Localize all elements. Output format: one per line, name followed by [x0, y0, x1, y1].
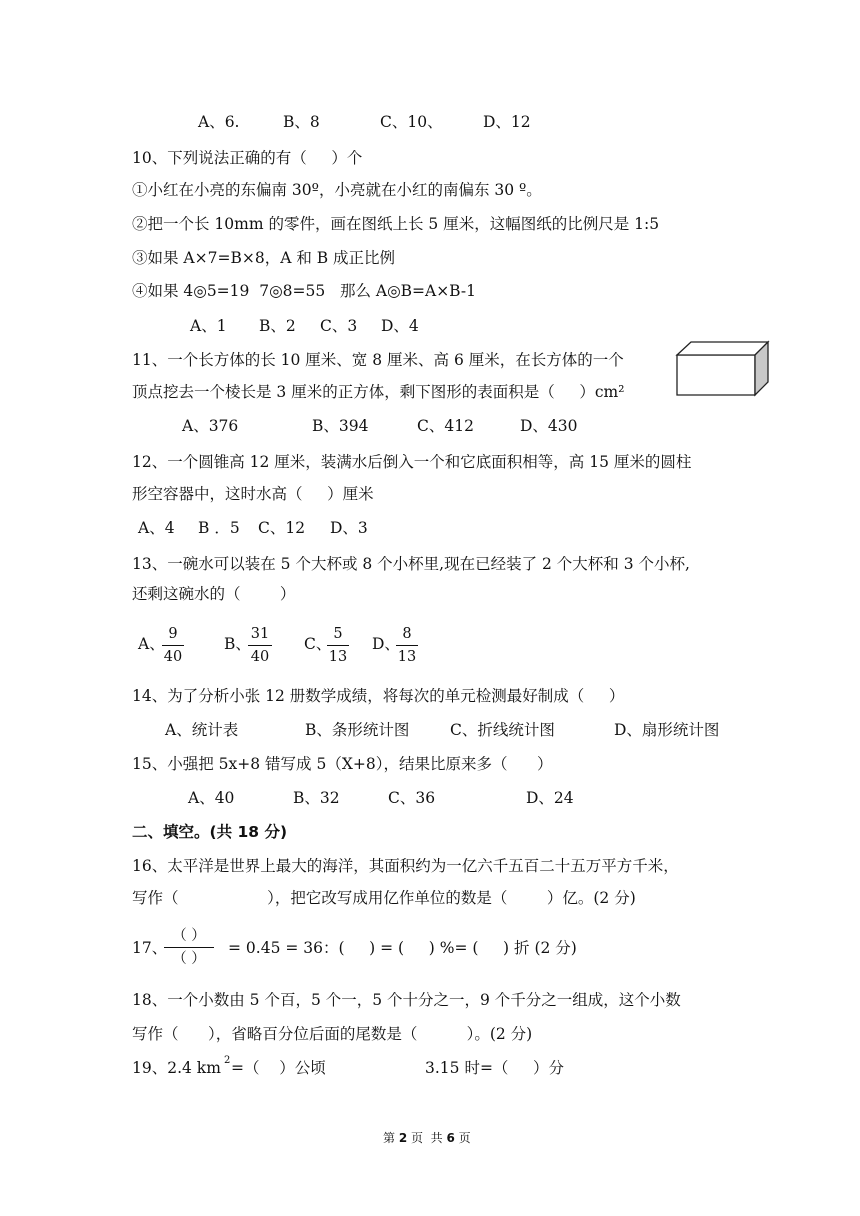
q19-left: 19、2.4 km — [132, 1059, 221, 1077]
q13-option-a-fraction — [162, 625, 184, 666]
total-page-number: 6 — [446, 1131, 455, 1145]
q12-option-a: A、4 — [138, 519, 175, 537]
fraction-bar — [162, 645, 184, 646]
q11-option-c: C、412 — [417, 417, 474, 435]
q13-option-c-denominator: 13 — [328, 649, 348, 665]
footer-prefix: 第 — [383, 1131, 399, 1145]
cuboid-figure — [675, 339, 771, 397]
current-page-number: 2 — [398, 1131, 408, 1145]
q10-option-d: D、4 — [381, 317, 419, 335]
q19-right: 3.15 时=（ ）分 — [425, 1059, 565, 1077]
q10-statement-2: ②把一个长 10mm 的零件，画在图纸上长 5 厘米，这幅图纸的比例尺是 1:5 — [132, 215, 660, 233]
q11-option-b: B、394 — [312, 417, 369, 435]
q13-option-a-denominator: 40 — [163, 649, 183, 665]
fraction-bar — [164, 947, 214, 948]
q17-denominator-blank: （ ） — [172, 951, 206, 967]
q10-option-a: A、1 — [190, 317, 227, 335]
q10-statement-3: ③如果 A×7=B×8，A 和 B 成正比例 — [132, 249, 396, 267]
q11-option-d: D、430 — [520, 417, 578, 435]
q13-option-d-denominator: 13 — [397, 649, 417, 665]
q11-option-a: A、376 — [182, 417, 239, 435]
q10-statement-1: ①小红在小亮的东偏南 30º，小亮就在小红的南偏东 30 º。 — [132, 181, 542, 199]
q12-option-d: D、3 — [330, 519, 368, 537]
q15-option-c: C、36 — [388, 789, 436, 807]
q18-line-2: 写作（ ），省略百分位后面的尾数是（ ）。(2 分) — [132, 1025, 533, 1043]
fraction-bar — [248, 645, 272, 646]
q11-line-1: 11、一个长方体的长 10 厘米、宽 8 厘米、高 6 厘米，在长方体的一个 — [132, 351, 624, 369]
q9-option-d: D、12 — [483, 113, 531, 131]
q15-stem: 15、小强把 5x+8 错写成 5（X+8），结果比原来多（ ） — [132, 755, 553, 773]
q13-option-d-numerator: 8 — [402, 626, 412, 642]
q13-option-c-numerator: 5 — [333, 626, 343, 642]
q17-rest: = 0.45 = 36：( ) = ( ) %= ( ) 折 (2 分) — [228, 939, 577, 957]
q10-stem: 10、下列说法正确的有（ ）个 — [132, 149, 363, 167]
q12-option-b: B ．5 — [198, 519, 240, 537]
q13-option-d-label: D、 — [372, 635, 400, 653]
q13-option-a-numerator: 9 — [168, 626, 178, 642]
q13-option-d-fraction — [396, 625, 418, 666]
q9-option-a: A、6. — [198, 113, 240, 131]
q17-fraction — [164, 927, 214, 968]
q16-line-2: 写作（ ），把它改写成用亿作单位的数是（ ）亿。(2 分) — [132, 889, 636, 907]
q13-option-b-denominator: 40 — [250, 649, 270, 665]
q10-option-b: B、2 — [259, 317, 296, 335]
q14-option-c: C、折线统计图 — [450, 721, 555, 739]
fraction-bar — [327, 645, 349, 646]
q16-line-1: 16、太平洋是世界上最大的海洋，其面积约为一亿六千五百二十五万平方千米， — [132, 857, 679, 875]
q12-line-1: 12、一个圆锥高 12 厘米，装满水后倒入一个和它底面积相等，高 15 厘米的圆柱 — [132, 453, 692, 471]
q15-option-b: B、32 — [293, 789, 340, 807]
q14-stem: 14、为了分析小张 12 册数学成绩，将每次的单元检测最好制成（ ） — [132, 687, 625, 705]
q10-option-c: C、3 — [320, 317, 358, 335]
fraction-bar — [396, 645, 418, 646]
q14-option-b: B、条形统计图 — [305, 721, 410, 739]
q9-option-c: C、10、 — [380, 113, 443, 131]
q15-option-d: D、24 — [526, 789, 574, 807]
q13-option-c-fraction — [327, 625, 349, 666]
q18-line-1: 18、一个小数由 5 个百，5 个一，5 个十分之一，9 个千分之一组成，这个小数 — [132, 991, 681, 1009]
q15-option-a: A、40 — [188, 789, 235, 807]
q11-line-2: 顶点挖去一个棱长是 3 厘米的正方体，剩下图形的表面积是（ ）cm² — [132, 383, 625, 401]
q13-option-a-label: A、 — [138, 635, 165, 653]
q13-line-2: 还剩这碗水的（ ） — [132, 585, 296, 603]
page-footer — [383, 1131, 471, 1145]
q14-option-a: A、统计表 — [165, 721, 239, 739]
q13-option-b-numerator: 31 — [250, 626, 270, 642]
q13-option-b-label: B、 — [224, 635, 251, 653]
q19-left-rest: =（ ）公顷 — [231, 1059, 326, 1077]
q9-option-b: B、8 — [283, 113, 320, 131]
q10-statement-4: ④如果 4◎5=19 7◎8=55 那么 A◎B=A×B-1 — [132, 282, 476, 300]
q19-superscript: 2 — [224, 1055, 231, 1066]
q13-option-b-fraction — [248, 625, 272, 666]
footer-mid: 页 共 — [407, 1131, 447, 1145]
q17-prefix: 17、 — [132, 939, 168, 957]
q12-option-c: C、12 — [258, 519, 306, 537]
q12-line-2: 形空容器中，这时水高（ ）厘米 — [132, 485, 374, 503]
footer-suffix: 页 — [454, 1131, 471, 1145]
q13-line-1: 13、一碗水可以装在 5 个大杯或 8 个小杯里,现在已经装了 2 个大杯和 3 个小杯, — [132, 555, 690, 573]
q14-option-d: D、扇形统计图 — [614, 721, 720, 739]
q13-option-c-label: C、 — [304, 635, 332, 653]
q17-numerator-blank: （ ） — [172, 928, 206, 944]
section-2-heading: 二、填空。(共 18 分) — [132, 823, 288, 841]
